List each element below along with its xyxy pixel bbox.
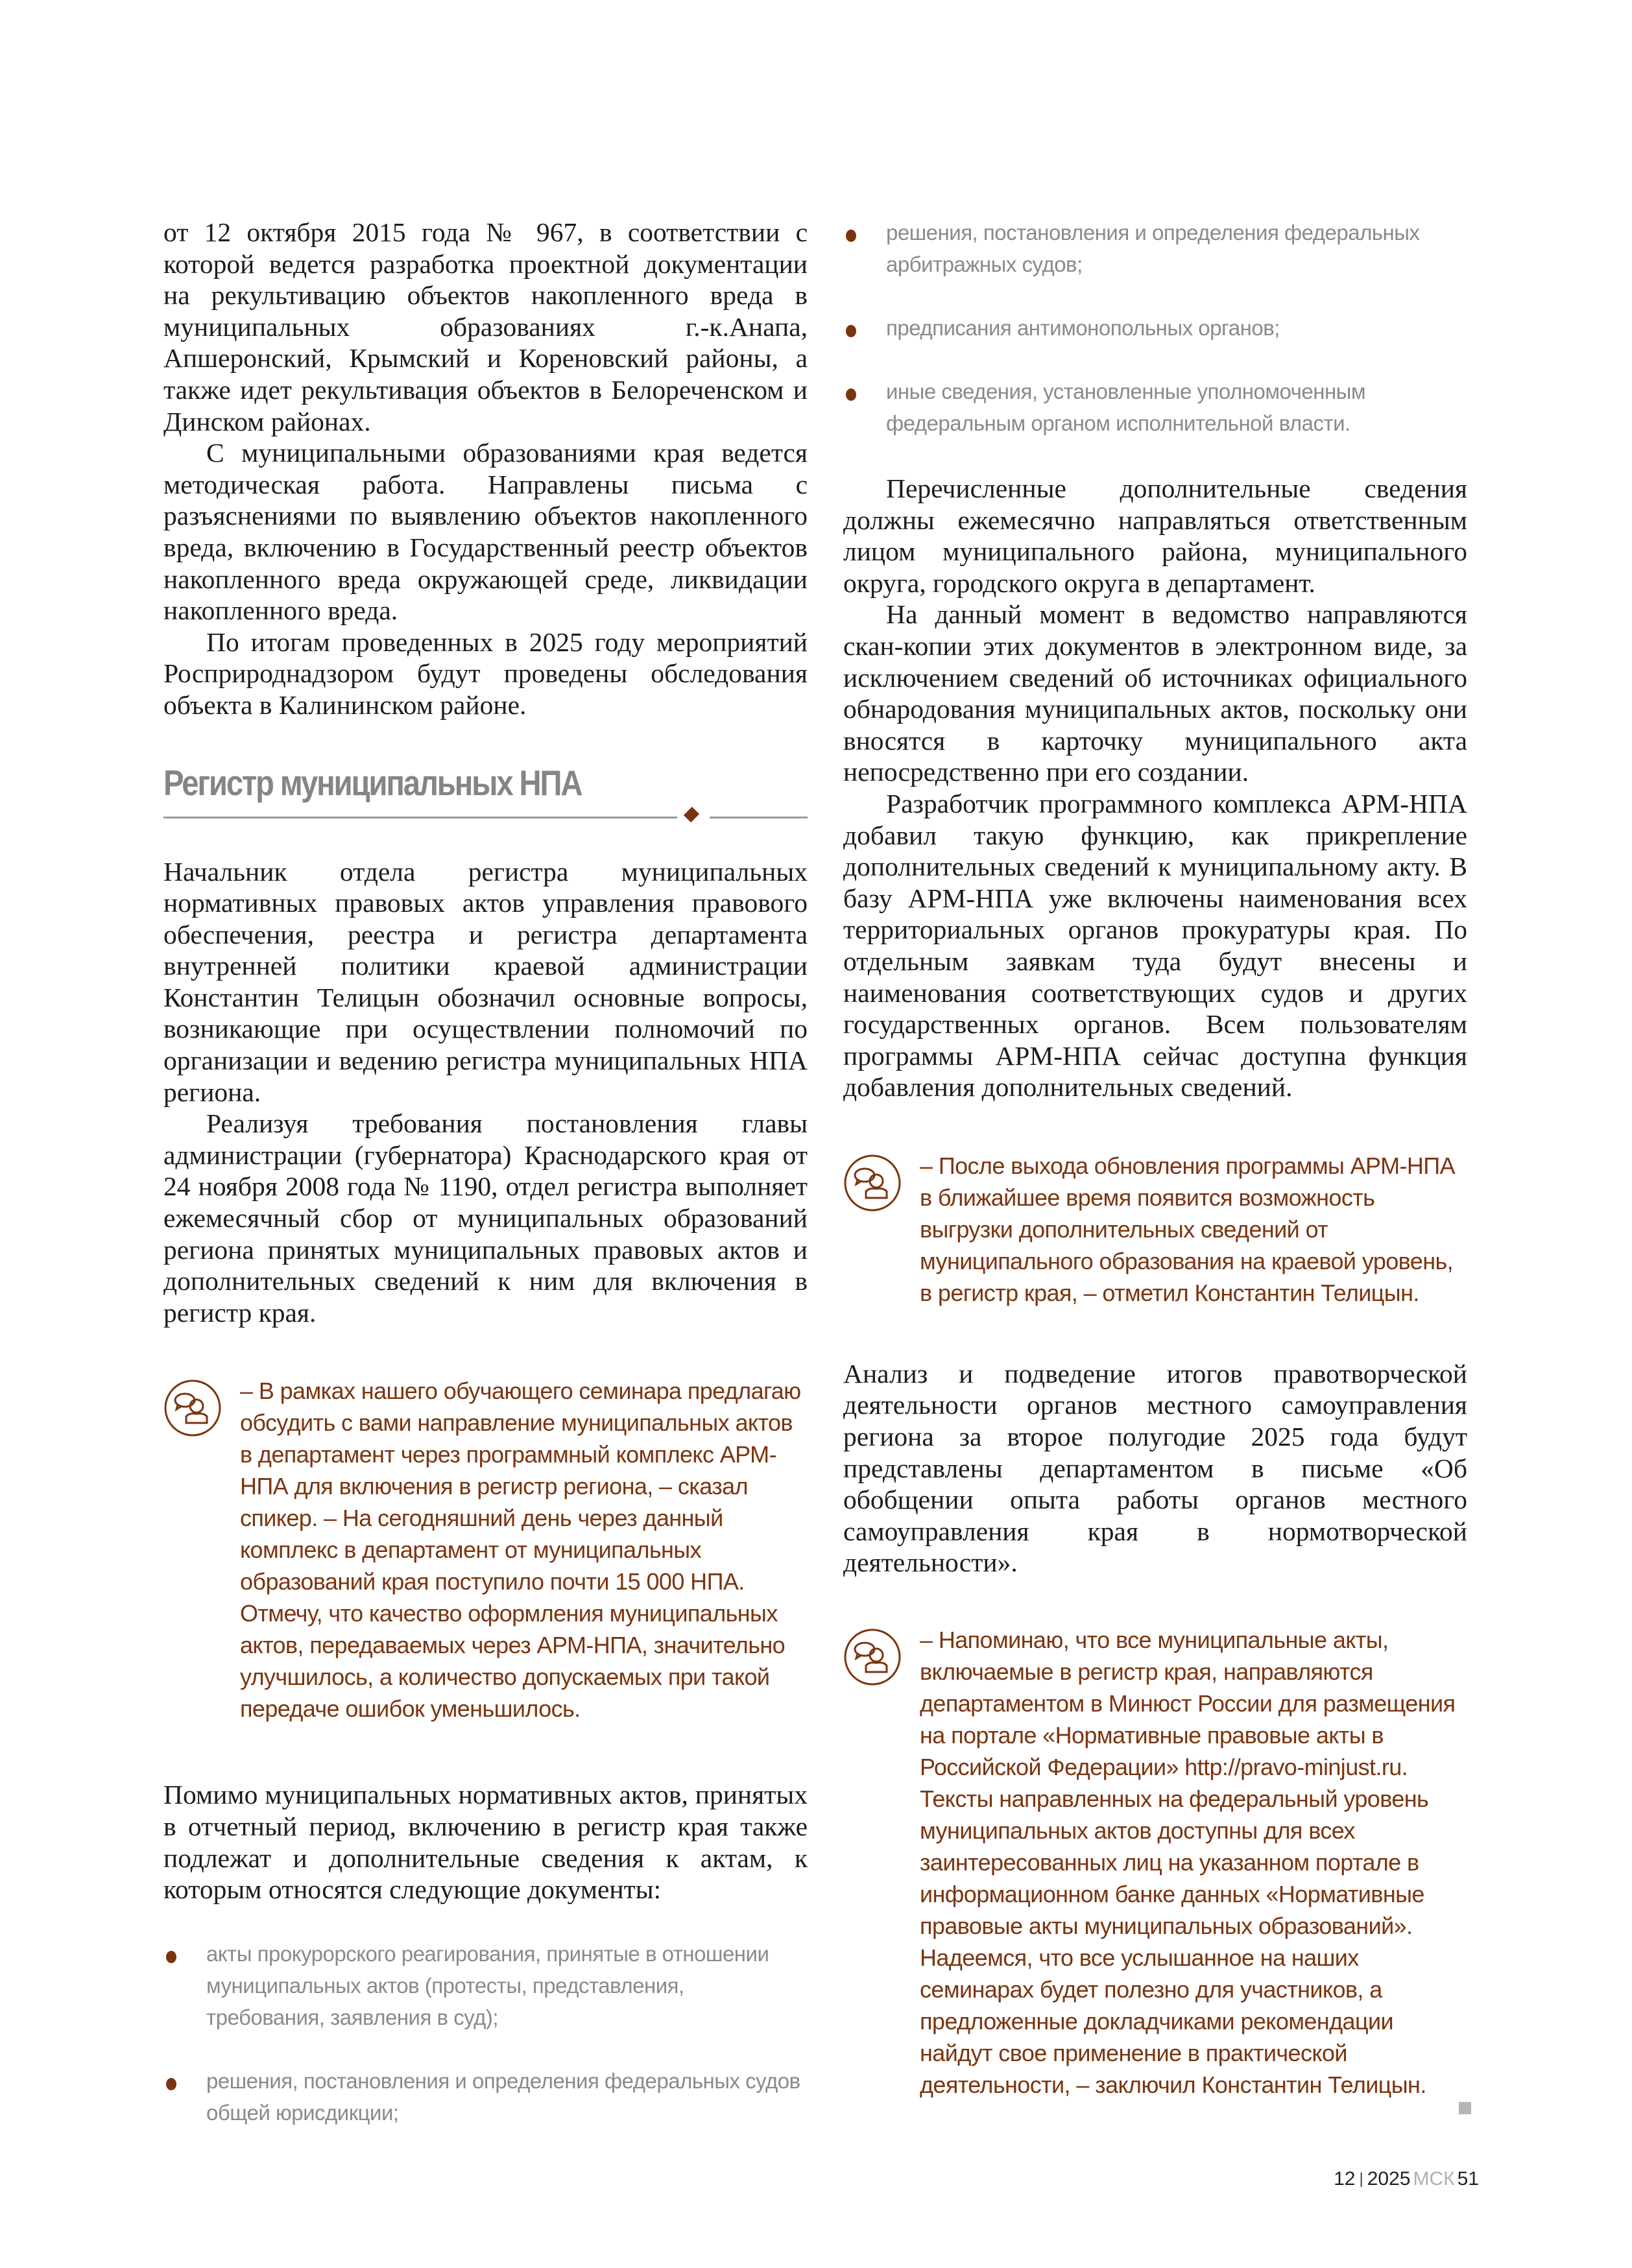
quote-text: – В рамках нашего обучающего семинара предлагаю обсудить с вами направление муниципальных актов в департамент через программный комплекс АРМ-НПА для включения в регистр региона, – сказал спикер. – На сегодняшний день через данный комплекс в департамент от муниципальных образований края поступило почти 15 000 НПА. Отмечу, что качество оформления муниципальных актов, передаваемых через АРМ-НПА, значительно улучшилось, а количество допускаемых при такой передаче ошибок уменьшилось.	[240, 1378, 801, 1723]
left-column	[163, 217, 808, 2129]
speaker-quote	[163, 1375, 808, 1725]
bullet-dot-icon	[846, 230, 856, 242]
divider-line	[163, 817, 677, 818]
page-footer	[1334, 2168, 1479, 2190]
page-number: 51	[1457, 2168, 1479, 2190]
paragraph: По итогам проведенных в 2025 году мероприятий Росприроднадзором будут проведены обследования объекта в Калининском районе.	[163, 627, 808, 720]
magazine-brand: МСК	[1413, 2168, 1455, 2190]
speaker-speech-bubble-icon	[163, 1379, 222, 1437]
speaker-speech-bubble-icon	[843, 1154, 902, 1212]
paragraph: Реализуя требования постановления главы администрации (губернатора) Краснодарского края от 24 ноября 2008 года № 1190, отдел регистра выполняет ежемесячный сбор от муниципальных образований региона принятых муниципальных правовых актов и дополнительных сведений к ним для включения в регистр края.	[163, 1108, 808, 1328]
diamond-icon	[684, 806, 699, 822]
paragraph: С муниципальными образованиями края ведется методическая работа. Направлены письма с разъяснениями по выявлению объектов накопленного вреда, включению в Государственный реестр объектов накопленного вреда окружающей среде, ликвидации накопленного вреда.	[163, 438, 808, 626]
section-divider	[163, 809, 808, 825]
paragraph: Разработчик программного комплекса АРМ-НПА добавил такую функцию, как прикрепление дополнительных сведений к муниципальному акту. В базу АРМ-НПА уже включены наименования всех территориальных органов прокуратуры края. По отдельным заявкам туда будут внесены и наименования соответствующих судов и других государственных органов. Всем пользователям программы АРМ-НПА сейчас доступна функция добавления дополнительных сведений.	[843, 788, 1467, 1103]
quote-text: – Напоминаю, что все муниципальные акты, включаемые в регистр края, направляются департаментом в Минюст России для размещения на портале «Нормативные правовые акты в Российской Федерации» http://pravo-minjust.ru. Тексты направленных на федеральный уровень муниципальных актов доступны для всех заинтересованных лиц на указанном портале в информационном банке данных «Нормативные правовые акты муниципальных образований». Надеемся, что все услышанное на наших семинарах будет полезно для участников, а предложенные докладчиками рекомендации найдут свое применение в практической деятельности, – заключил Константин Телицын.	[920, 1627, 1456, 2099]
footer-separator: |	[1359, 2170, 1363, 2188]
bullet-list	[163, 1938, 808, 2129]
bullet-dot-icon	[846, 388, 856, 401]
divider-line	[710, 817, 808, 818]
issue-number: 12	[1334, 2168, 1356, 2190]
list-item: решения, постановления и определения федеральных арбитражных судов;	[843, 217, 1467, 280]
article-end-square-icon	[1459, 2102, 1471, 2114]
paragraph: Перечисленные дополнительные сведения должны ежемесячно направляться ответственным лицом муниципального района, муниципального округа, городского округа в департамент.	[843, 473, 1467, 598]
paragraph: На данный момент в ведомство направляются скан-копии этих документов в электронном виде, за исключением сведений об источниках официального обнародования муниципальных актов, поскольку они вносятся в карточку муниципального акта непосредственно при его создании.	[843, 599, 1467, 787]
paragraph: Анализ и подведение итогов правотворческой деятельности органов местного самоуправления региона за второе полугодие 2025 года будут представлены департаментом в письме «Об обобщении опыта работы органов местного самоуправления края в нормотворческой деятельности».	[843, 1358, 1467, 1578]
right-column	[843, 217, 1467, 2101]
speaker-quote	[843, 1150, 1467, 1309]
issue-year: 2025	[1367, 2168, 1411, 2190]
bullet-dot-icon	[166, 2078, 176, 2090]
list-item: предписания антимонопольных органов;	[843, 312, 1467, 344]
paragraph: Начальник отдела регистра муниципальных нормативных правовых актов управления правового обеспечения, реестра и регистра департамента внутренней политики краевой администрации Константин Телицын обозначил основные вопросы, возникающие при осуществлении полномочий по организации и ведению регистра муниципальных НПА региона.	[163, 856, 808, 1107]
list-item: иные сведения, установленные уполномоченным федеральным органом исполнительной власти.	[843, 376, 1467, 439]
bullet-dot-icon	[166, 1951, 176, 1963]
speaker-quote	[843, 1624, 1467, 2101]
bullet-list	[843, 217, 1467, 439]
bullet-dot-icon	[846, 325, 856, 337]
list-item: решения, постановления и определения федеральных судов общей юрисдикции;	[163, 2065, 808, 2129]
speaker-speech-bubble-icon	[843, 1628, 902, 1686]
quote-text: – После выхода обновления программы АРМ-НПА в ближайшее время появится возможность выгрузки дополнительных сведений от муниципального образования на краевой уровень, в регистр края, – отметил Константин Телицын.	[920, 1152, 1455, 1306]
list-item: акты прокурорского реагирования, принятые в отношении муниципальных актов (протесты, представления, требования, заявления в суд);	[163, 1938, 808, 2033]
paragraph: Помимо муниципальных нормативных актов, принятых в отчетный период, включению в регистр края также подлежат и дополнительные сведения к актам, к которым относятся следующие документы:	[163, 1780, 808, 1905]
paragraph: от 12 октября 2015 года № 967, в соответствии с которой ведется разработка проектной документации на рекультивацию объектов накопленного вреда в муниципальных образованиях г.-к.Анапа, Апшеронский, Крымский и Кореновский районы, а также идет рекультивация объектов в Белореченском и Динском районах.	[163, 217, 808, 436]
section-title: Регистр муниципальных НПА	[163, 762, 582, 803]
